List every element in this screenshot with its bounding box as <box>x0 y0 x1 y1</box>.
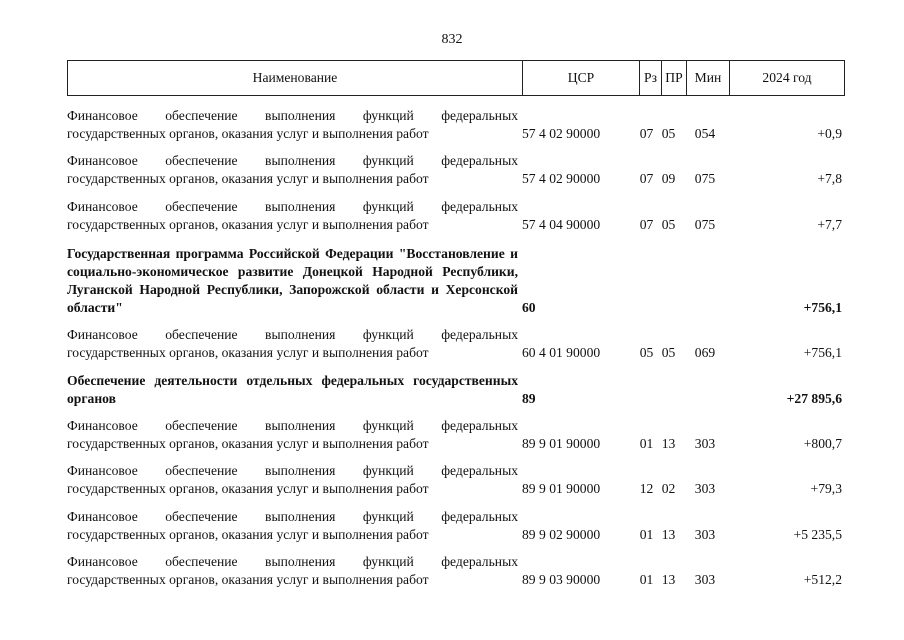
row-amount: +800,7 <box>803 436 842 451</box>
row-csr: 89 9 02 90000 <box>522 527 601 542</box>
row-min: 054 <box>694 126 716 141</box>
row-min: 303 <box>694 436 716 451</box>
row-min: 075 <box>694 171 716 186</box>
table-row <box>0 553 904 589</box>
row-rz: 01 <box>639 572 654 587</box>
row-csr: 89 <box>522 391 536 406</box>
table-row <box>0 508 904 544</box>
table-row <box>0 245 904 317</box>
row-name: Финансовое обеспечение выполнения функций федеральных государственных органов, оказания услуг и выполнения работ <box>67 463 518 496</box>
table-row <box>0 198 904 234</box>
column-header-year: 2024 год <box>762 70 812 85</box>
row-amount: +27 895,6 <box>786 391 842 406</box>
row-rz: 07 <box>639 217 654 232</box>
row-pr: 05 <box>661 217 676 232</box>
row-name: Финансовое обеспечение выполнения функций федеральных государственных органов, оказания услуг и выполнения работ <box>67 108 518 141</box>
row-name: Финансовое обеспечение выполнения функций федеральных государственных органов, оказания услуг и выполнения работ <box>67 327 518 360</box>
row-name: Финансовое обеспечение выполнения функций федеральных государственных органов, оказания услуг и выполнения работ <box>67 199 518 232</box>
column-header-pr: ПР <box>665 70 683 85</box>
row-pr: 13 <box>661 436 676 451</box>
row-min: 303 <box>694 481 716 496</box>
table-header <box>67 60 845 96</box>
table-row <box>0 417 904 453</box>
table-row <box>0 326 904 362</box>
row-amount: +7,8 <box>817 171 842 186</box>
row-rz: 12 <box>639 481 654 496</box>
table-row <box>0 462 904 498</box>
row-csr: 60 <box>522 300 536 315</box>
row-min: 075 <box>694 217 716 232</box>
row-min: 303 <box>694 572 716 587</box>
row-amount: +512,2 <box>803 572 842 587</box>
row-amount: +7,7 <box>817 217 842 232</box>
row-name: Обеспечение деятельности отдельных федеральных государственных органов <box>67 373 518 406</box>
row-csr: 57 4 02 90000 <box>522 171 601 186</box>
table-row <box>0 107 904 143</box>
row-name: Финансовое обеспечение выполнения функций федеральных государственных органов, оказания услуг и выполнения работ <box>67 418 518 451</box>
row-csr: 57 4 02 90000 <box>522 126 601 141</box>
row-pr: 09 <box>661 171 676 186</box>
page-number: 832 <box>441 32 463 47</box>
row-min: 069 <box>694 345 716 360</box>
row-rz: 07 <box>639 126 654 141</box>
row-amount: +5 235,5 <box>793 527 842 542</box>
row-csr: 60 4 01 90000 <box>522 345 601 360</box>
row-csr: 89 9 03 90000 <box>522 572 601 587</box>
row-min: 303 <box>694 527 716 542</box>
row-pr: 02 <box>661 481 676 496</box>
column-header-rz: Рз <box>644 70 657 85</box>
row-amount: +756,1 <box>803 345 842 360</box>
row-rz: 07 <box>639 171 654 186</box>
column-header-name: Наименование <box>252 70 338 85</box>
row-pr: 13 <box>661 572 676 587</box>
row-pr: 05 <box>661 345 676 360</box>
row-pr: 05 <box>661 126 676 141</box>
row-rz: 01 <box>639 436 654 451</box>
row-amount: +0,9 <box>817 126 842 141</box>
row-csr: 57 4 04 90000 <box>522 217 601 232</box>
column-header-csr: ЦСР <box>567 70 595 85</box>
row-csr: 89 9 01 90000 <box>522 481 601 496</box>
row-pr: 13 <box>661 527 676 542</box>
table-row <box>0 372 904 408</box>
row-name: Финансовое обеспечение выполнения функций федеральных государственных органов, оказания услуг и выполнения работ <box>67 153 518 186</box>
row-amount: +756,1 <box>803 300 842 315</box>
row-name: Государственная программа Российской Федерации "Восстановление и социально-экономическое развитие Донецкой Народной Республики, Луганской Народной Республики, Запорожской области и Херсонской области" <box>67 246 518 315</box>
row-name: Финансовое обеспечение выполнения функций федеральных государственных органов, оказания услуг и выполнения работ <box>67 509 518 542</box>
column-header-min: Мин <box>694 70 722 85</box>
row-csr: 89 9 01 90000 <box>522 436 601 451</box>
row-name: Финансовое обеспечение выполнения функций федеральных государственных органов, оказания услуг и выполнения работ <box>67 554 518 587</box>
row-rz: 05 <box>639 345 654 360</box>
row-amount: +79,3 <box>810 481 842 496</box>
row-rz: 01 <box>639 527 654 542</box>
table-row <box>0 152 904 188</box>
